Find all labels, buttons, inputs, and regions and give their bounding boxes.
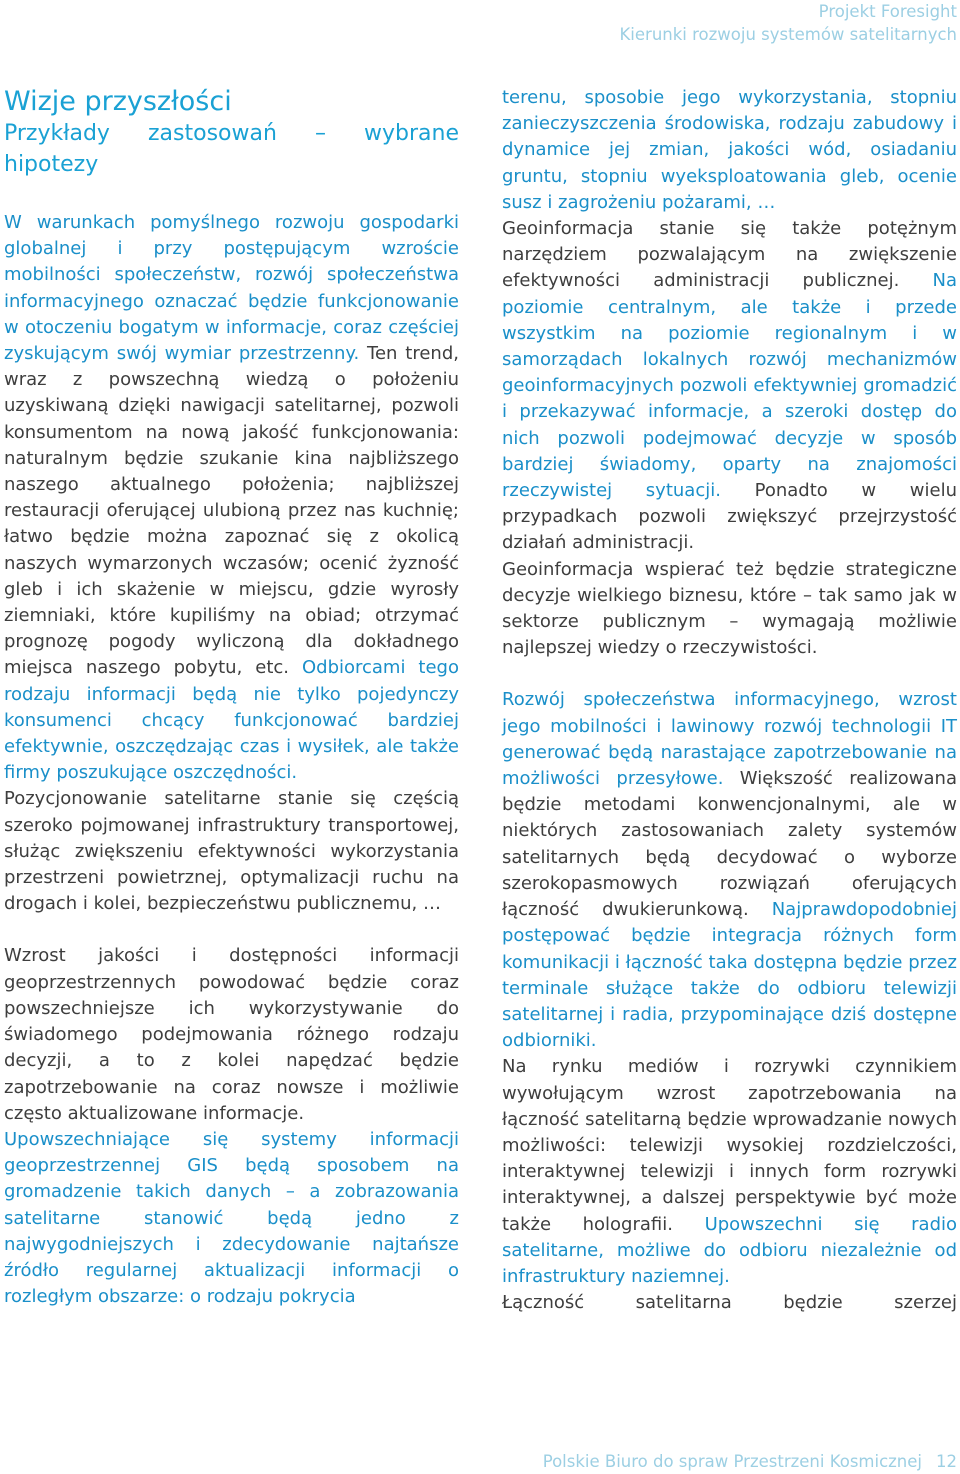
left-column: [4, 86, 459, 1310]
page-header: [619, 0, 957, 46]
paragraph-media: [502, 1054, 957, 1290]
paragraph-gap: [4, 917, 459, 943]
text-segment-blue: Na poziomie centralnym, ale także i przede wszystkim na poziomie regionalnym i w samorządach lokalnych rozwój mechanizmów geoinformacyjnych pozwoli efektywniej gromadzić i przekazywać informacje, a szeroki dostęp do nich pozwoli podejmować decyzje w sposób bardziej świadomy, oparty na znajomości rzeczywistej sytuacji.: [502, 270, 957, 502]
header-project: Projekt Foresight: [818, 2, 957, 21]
text-segment-blue: Rozwój społeczeństwa informacyjnego, wzrost jego mobilności i lawinowy rozwój technologii IT generować będą narastające zapotrzebowanie na możliwości przesyłowe.: [502, 689, 957, 790]
text-segment-blue: Upowszechni się radio satelitarne, możliwe do odbioru niezależnie od infrastruktury naziemnej.: [502, 1213, 958, 1287]
text-segment: Wzrost jakości i dostępności informacji geoprzestrzennych powodować będzie coraz powszechniejsze ich wykorzystywanie do świadomego podejmowania różnego rodzaju decyzji, a to z kolei napędzać będzie zapotrzebowanie na coraz nowsze i możliwie często aktualizowane informacje.: [4, 945, 459, 1124]
section-heading: Wizje przyszłości: [4, 86, 232, 117]
paragraph-positioning: Pozycjonowanie satelitarne stanie się częścią szeroko pojmowanej infrastruktury transportowej, służąc zwiększeniu efektywności wykorzystania przestrzeni powietrznej, optymalizacji ruchu na drogach i kolei, bezpieczeństwu publicznemu, …: [4, 788, 459, 915]
paragraph-mobility: [4, 210, 459, 786]
paragraph-geoinformation: [4, 943, 459, 1310]
text-segment-blue: Upowszechniające się systemy informacji geoprzestrzennej GIS będą sposobem na gromadzenie takich danych – a zobrazowania satelitarne stanowić będą jedno z najwygodniejszych i zdecydowanie najtańsze źródło regularnej aktualizacji informacji o rozległym obszarze: o rodzaju pokrycia: [4, 1128, 459, 1308]
text-segment: Większość realizowana będzie metodami konwencjonalnymi, ale w niektórych zastosowaniach zalety systemów satelitarnych będą decydować o wyborze szerokopasmowych rozwiązań oferujących łączność dwukierunkową.: [502, 768, 957, 921]
text-segment: Geoinformacja stanie się także potężnym narzędziem pozwalającym na zwiększenie efektywności administracji publicznej.: [502, 218, 957, 292]
right-column: [502, 85, 957, 1316]
header-subtitle: Kierunki rozwoju systemów satelitarnych: [619, 25, 957, 44]
text-segment: Ten trend, wraz z powszechną wiedzą o położeniu uzyskiwaną dzięki nawigacji satelitarnej, pozwoli konsumentom na nową jakość funkcjonowania: naturalnym będzie szukanie kina najbliższego naszego aktualnego położenia; najbliższej restauracji oferującej ulubioną przez nas kuchnię; łatwo będzie można zapoznać się z okolicą naszych wymarzonych wczasów; ocenić żyzność gleb i ich skażenie w miejscu, gdzie wyrosły ziemniaki, które kupiliśmy na obiad; otrzymać prognozę pogody wyliczoną dla dokładnego miejsca naszego pobytu, etc.: [4, 343, 459, 679]
text-segment-blue: Odbiorcami tego rodzaju informacji będą nie tylko pojedynczy konsumenci chcący funkcjonować bardziej efektywnie, oszczędzając czas i wysiłek, ale także firmy poszukujące oszczędności.: [4, 657, 459, 784]
text-segment: Na rynku mediów i rozrywki czynnikiem wywołującym wzrost zapotrzebowania na łączność satelitarną będzie wprowadzanie nowych możliwości: telewizji wysokiej rozdzielczości, interaktywnej telewizji i innych form rozrywki interaktywnej, a dalszej perspektywie być może także holografii.: [502, 1056, 957, 1235]
paragraph-communication: [502, 687, 957, 1054]
page-number: 12: [936, 1452, 957, 1471]
paragraph-business: Geoinformacja wspierać też będzie strategiczne decyzje wielkiego biznesu, które – tak samo jak w sektorze publicznym – wymagają możliwie najlepszej wiedzy o rzeczywistości.: [502, 558, 957, 659]
paragraph-gap: [502, 661, 957, 687]
text-segment-blue: terenu, sposobie jego wykorzystania, stopniu zanieczyszczenia środowiska, rodzaju zabudowy i dynamice jej zmian, jakości wód, osiadaniu gruntu, stopniu wyeksploatowania gleb, ocenie susz i zagrożeniu pożarami, …: [502, 87, 957, 213]
text-segment-blue: W warunkach pomyślnego rozwoju gospodarki globalnej i przy postępującym wzroście mobilności społeczeństw, rozwój społeczeństwa informacyjnego oznaczać będzie funkcjonowanie w otoczeniu bogatym w informacje, coraz częściej zyskującym swój wymiar przestrzenny.: [4, 212, 459, 365]
text-segment: Ponadto w wielu przypadkach pozwoli zwiększyć przejrzystość działań administracji.: [502, 480, 957, 554]
footer-organization: Polskie Biuro do spraw Przestrzeni Kosmicznej: [542, 1452, 922, 1471]
paragraph-terrain: [502, 85, 957, 557]
paragraph-continuation: Łączność satelitarna będzie szerzej: [502, 1292, 957, 1314]
page-footer: [543, 1451, 957, 1473]
section-subheading: Przykłady zastosowań – wybrane hipotezy: [4, 121, 459, 177]
text-segment-blue: Najprawdopodobniej postępować będzie integracja różnych form komunikacji i łączność taka dostępna będzie przez terminale służące także do odbioru telewizji satelitarnej i radia, przypominające dziś dostępne odbiorniki.: [502, 899, 957, 1052]
